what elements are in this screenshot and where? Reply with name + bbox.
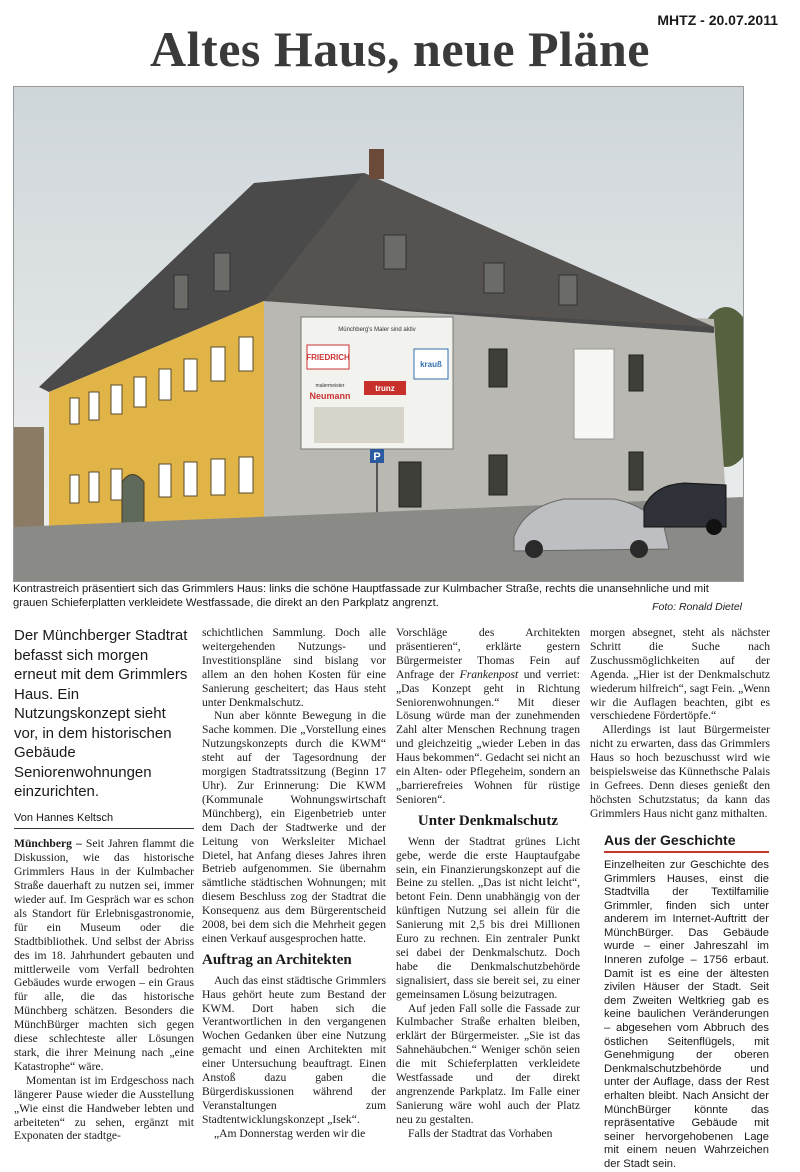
newspaper-name: Frankenpost	[459, 667, 519, 681]
paragraph: Nun aber könnte Bewegung in die Sache kommen. Die „Vorstellung eines Nutzungskonzepts durch die KWM“ steht auf der Tagesordnung der morgigen Stadtratssitzung (Beginn 17 Uhr). Zur Erinnerung: Die KWM (Kommunale Wohnungswirtschaft Münchberg), ein Eigenbetrieb unter dem Dach der Stadtwerke und der Leitung von Werksleiter Michael Dietel, hat Anfang dieses Jahres ihren Betrieb aufgenommen. Sie übernahm sämtliche städtischen Wohnungen; mit diesem Beschluss zog der Stadtrat die Konsequenz aus dem Bürgerentscheid 2008, bei dem sich die Mehrheit gegen einen Verkauf ausgesprochen hatte.	[202, 709, 386, 945]
paragraph	[14, 837, 194, 1073]
history-infobox	[604, 834, 769, 1172]
dateline: Münchberg –	[14, 837, 82, 851]
paragraph: Allerdings ist laut Bürgermeister nicht zu erwarten, dass das Grimmlers Haus so hoch bezuschusst wird wie beispielsweise das Künnethsche Palais in Gefrees. Denn dieses genießt den höchsten Schutzstatus; da kann das Grimmlers Haus nicht ganz mithalten.	[590, 723, 770, 820]
paragraph: Momentan ist im Erdgeschoss nach längerer Pause wieder die Ausstellung „Wie einst die Handweber lebten und arbeiteten“ zu sehen, ergänzt mit Exponaten der stadtge-	[14, 1073, 194, 1143]
banner-title: Münchberg's Maler sind aktiv	[338, 327, 416, 333]
sign-neumann-top: malermeister	[315, 383, 345, 389]
paragraph: Falls der Stadtrat das Vorhaben	[408, 1126, 553, 1140]
headline: Altes Haus, neue Pläne	[150, 21, 650, 77]
paragraph: Auch das einst städtische Grimmlers Haus gehört heute zum Bestand der KWM. Dort haben sich die Verantwortlichen in den vergangenen Wochen Gedanken über eine Nutzung gemacht und einen Architekten mit einer Untersuchung beauftragt. Einen Anstoß dazu gaben die Bürgerdiskussionen während der Veranstaltungen zum Stadtentwicklungskonzept „Isek“.	[202, 973, 386, 1126]
subheading: Auftrag an Architekten	[202, 951, 352, 968]
paragraph: Auf jeden Fall solle die Fassade zur Kulmbacher Straße erhalten bleiben, erklärt der Bürgermeister. „Sie ist das Sahnehäubchen.“ Weniger schön seien die mit Schieferplatten verkleidete Westfassade und der direkt angrenzende Parkplatz. Im Falle einer Sanierung wäre wohl auch der Platz neu zu gestalten.	[396, 1001, 580, 1126]
article-column-2	[202, 626, 386, 1141]
sign-trunz: trunz	[375, 384, 395, 393]
paragraph: schichtlichen Sammlung. Doch alle weitergehenden Nutzungs- und Investitionspläne sind bislang vor allem an den hohen Kosten für eine Sanierung gescheitert; das Haus steht unter Denkmalschutz.	[202, 626, 386, 709]
sign-neumann: Neumann	[309, 391, 351, 401]
article-photo	[13, 86, 744, 582]
paragraph: morgen absegnet, steht als nächster Schritt die Suche nach Zuschussmöglichkeiten auf der Agenda. „Hier ist der Denkmalschutz wiederum hilfreich“, sagt Fein. „Wenn wir die Auflagen beachten, gibt es verschiedene Fördertöpfe.“	[590, 626, 770, 723]
article-column-1	[14, 626, 194, 1143]
subheading: Unter Denkmalschutz	[417, 812, 559, 829]
photo-credit: Foto: Ronald Dietel	[652, 601, 742, 613]
paragraph-text: Vorschläge des Architekten präsentieren“, erklärte gestern Bürgermeister Thomas Fein auf Anfrage der	[396, 626, 580, 681]
paragraph: „Am Donnerstag werden wir die	[214, 1126, 366, 1140]
photo-caption: Kontrastreich präsentiert sich das Grimmlers Haus: links die schöne Hauptfassade zur Kulmbacher Straße, rechts die unansehnliche und mit grauen Schieferplatten verkleidete Westfassade, die direkt an den Parkplatz angrenzt.	[13, 583, 709, 609]
infobox-text: Einzelheiten zur Geschichte des Grimmlers Hauses, einst die Stadtvilla der Textilfamilie Grimmler, finden sich unter anderem im Internet-Auftritt der MünchBürger. Das Gebäude wurde – einer Jahreszahl im Inneren zufolge – 1756 erbaut. Damit ist es eine der ältesten zivilen Häuser der Stadt. Seit dem Zweiten Weltkrieg gab es keine baulichen Veränderungen – abgesehen vom Abbruch des östlichen Seitenflügels, mit Genehmigung der oberen Denkmalschutzbehörde und unter der Auflage, dass der Rest erhalten bleibt. Nach Ansicht der MünchBürger könnte das repräsentative Gebäude mit seiner hervorgehobenen Lage mit einem neuen Wahrzeichen der Stadt sein.	[604, 858, 769, 1170]
sign-friedrich: FRIEDRICH	[306, 353, 350, 362]
teaser-text: Der Münchberger Stadtrat befasst sich morgen erneut mit dem Grimmlers Haus. Ein Nutzungskonzept sieht vor, in dem historischen Gebäude Seniorenwohnungen einzurichten.	[14, 627, 188, 800]
article-column-4	[590, 626, 770, 821]
article-column-3	[396, 626, 580, 1141]
paragraph	[396, 626, 580, 807]
source-tag: MHTZ - 20.07.2011	[657, 12, 778, 28]
sign-krauss: krauß	[420, 360, 442, 369]
byline: Von Hannes Keltsch	[14, 812, 194, 830]
infobox-title: Aus der Geschichte	[604, 834, 769, 853]
paragraph-text: Seit Jahren flammt die Diskussion, wie das historische Grimmlers Haus in der Kulmbacher Straße dauerhaft zu nutzen sei, immer wieder auf. Im Gespräch war es schon als Standort für Erlebnisgastronomie, für ein Museum oder die Stadtbibliothek. Und selbst der Abriss des im 18. Jahrhundert gebauten und mittlerweile vom Verfall bedrohten Gebäudes wurde erwogen – ein Graus für alle, die das historische Münchberg schätzen. Besonders die MünchBürger machten sich gegen diese schlechteste aller Lösungen stark, die ihrer Meinung nach „eine Katastrophe“ wäre.	[14, 837, 194, 1073]
paragraph-text: und verriet: „Das Konzept geht in Richtung Seniorenwohnungen.“ Mit dieser Lösung würde man der zunehmenden Zahl alter Menschen Rechnung tragen und gleichzeitig „wieder Leben in das Haus bekommen“. Gedacht sei nicht an ein Alten- oder Pflegeheim, sondern an „barrierefreies Wohnen für rüstige Senioren“.	[396, 667, 580, 806]
parking-sign: P	[373, 451, 381, 463]
paragraph: Wenn der Stadtrat grünes Licht gebe, werde die erste Hauptaufgabe sein, ein Finanzierungskonzept auf die Beine zu stellen. „Das ist nicht leicht“, betont Fein. Denn unabhängig von der künftigen Nutzung sei allein für die Sanierung mit 2,5 bis drei Millionen Euro zu rechnen. Ein zentraler Punkt sei dabei der Denkmalschutz. Doch habe die Denkmalschutzbehörde signalisiert, dass sie bereit sei, zu einer gemeinsamen Lösung beizutragen.	[396, 834, 580, 1001]
